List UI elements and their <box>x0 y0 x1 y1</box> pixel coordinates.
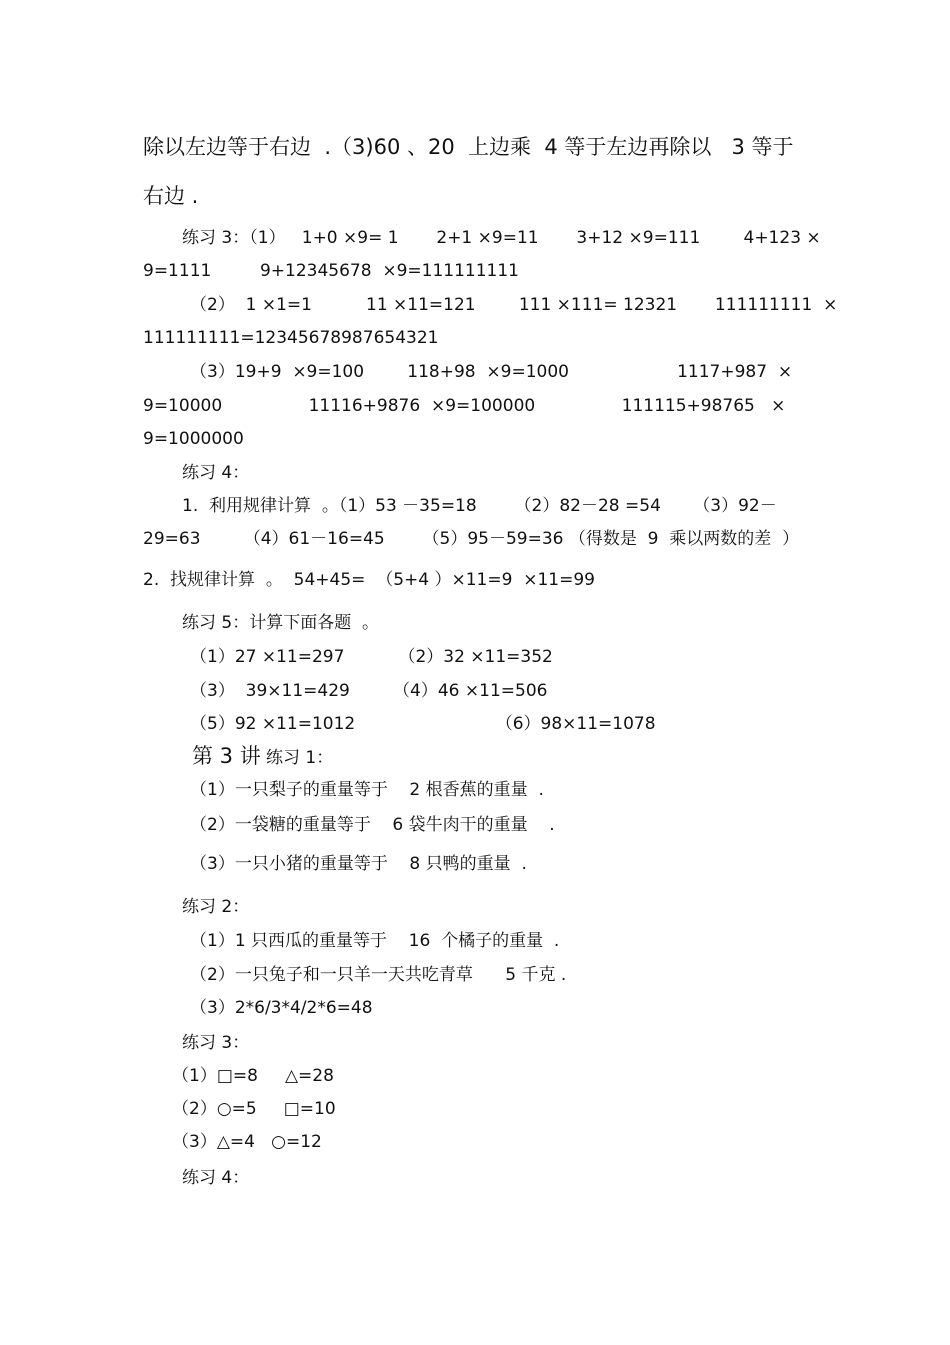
text-line: 右边 . <box>143 184 199 208</box>
text-line: （3）一只小猪的重量等于 8 只鸭的重量 . <box>190 854 527 874</box>
text-line: （2）○=5 □=10 <box>172 1099 336 1119</box>
section-heading: 练习 1： <box>266 748 334 768</box>
text-line: （1）一只梨子的重量等于 2 根香蕉的重量 . <box>190 780 544 800</box>
text-line: 9=10000 11116+9876 ×9=100000 111115+98765 × <box>143 396 786 416</box>
section-heading: 练习 3： <box>182 1033 250 1053</box>
text-line: （3）2*6/3*4/2*6=48 <box>190 998 373 1018</box>
text-line: （3）△=4 ○=12 <box>172 1132 322 1152</box>
text-line: 29=63 （4）61－16=45 （5）95－59=36 （得数是 9 乘以两数的差 ） <box>143 529 800 549</box>
text-line: 111111111=12345678987654321 <box>143 328 439 348</box>
text-line: 除以左边等于右边 .（3)60 、20 上边乘 4 等于左边再除以 3 等于 <box>143 135 794 159</box>
text-line: （3） 39×11=429 （4）46 ×11=506 <box>190 681 548 701</box>
text-line: （3）19+9 ×9=100 118+98 ×9=1000 1117+987 × <box>190 362 793 382</box>
text-line: （1）27 ×11=297 （2）32 ×11=352 <box>190 647 553 667</box>
text-line: （5）92 ×11=1012 （6）98×11=1078 <box>190 714 656 734</box>
text-line: （2）一只兔子和一只羊一天共吃青草 5 千克 . <box>190 965 567 985</box>
section-heading: 练习 2： <box>182 897 250 917</box>
text-line: 1. 利用规律计算 。（1）53 －35=18 （2）82－28 =54 （3）92－ <box>182 496 777 516</box>
text-line: 2. 找规律计算 。 54+45= （5+4 ）×11=9 ×11=99 <box>143 570 595 590</box>
text-line: （2） 1 ×1=1 11 ×11=121 111 ×111= 12321 111111111 × <box>190 295 838 315</box>
section-heading: 练习 5：计算下面各题 。 <box>182 613 380 633</box>
text-line: 9=1111 9+12345678 ×9=111111111 <box>143 261 520 281</box>
text-line: 练习 3：（1） 1+0 ×9= 1 2+1 ×9=11 3+12 ×9=111 4+123 × <box>182 228 821 248</box>
lecture-heading: 第 3 讲 <box>192 744 261 768</box>
section-heading: 练习 4： <box>182 463 250 483</box>
text-line: （1）1 只西瓜的重量等于 16 个橘子的重量 . <box>190 931 560 951</box>
text-line: 9=1000000 <box>143 429 244 449</box>
text-line: （1）□=8 △=28 <box>172 1066 334 1086</box>
text-line: （2）一袋糖的重量等于 6 袋牛肉干的重量 . <box>190 815 555 835</box>
section-heading: 练习 4： <box>182 1168 250 1188</box>
